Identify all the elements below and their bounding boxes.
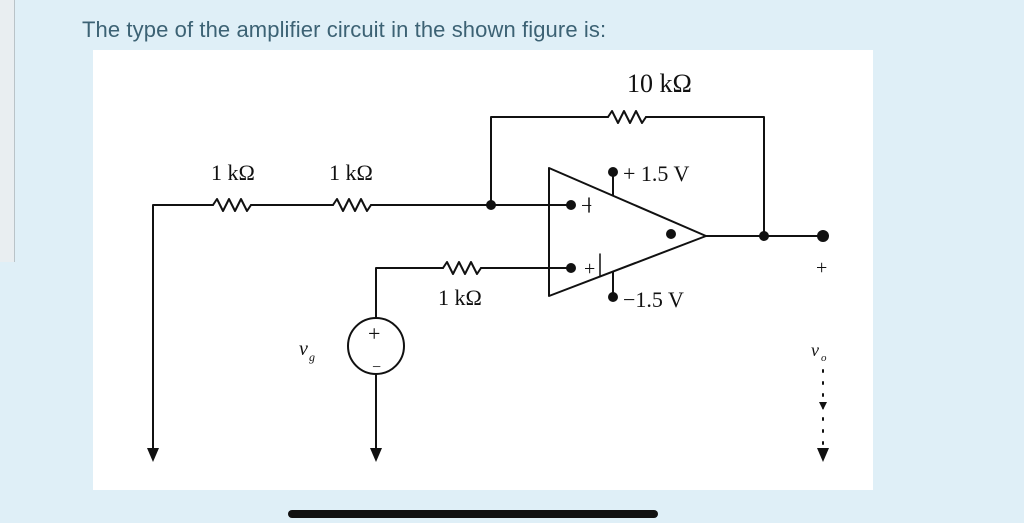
circuit-figure xyxy=(93,50,873,490)
resistor-1k-noninv xyxy=(443,262,481,274)
circuit-diagram xyxy=(93,50,873,490)
output-plus-sign: + xyxy=(816,257,828,279)
resistor-1k-mid xyxy=(333,199,371,211)
output-lead-arrow xyxy=(819,402,827,410)
junction-inverting-node xyxy=(486,200,496,210)
source-minus-sign: − xyxy=(372,359,382,376)
label-r-noninv: 1 kΩ xyxy=(438,285,482,310)
junction-opamp-output xyxy=(666,229,676,239)
label-output-sub: o xyxy=(821,352,827,364)
junction-noninv-input xyxy=(566,263,576,273)
label-output-name: v xyxy=(811,340,819,360)
opamp-minus-sign: − xyxy=(581,195,593,217)
label-supply-neg: −1.5 V xyxy=(623,287,684,312)
output-terminal-plus xyxy=(817,230,829,242)
output-ground-arrow xyxy=(817,448,829,462)
label-supply-pos: + 1.5 V xyxy=(623,161,690,186)
left-ground-wire xyxy=(153,205,213,454)
label-r-feedback: 10 kΩ xyxy=(627,69,692,98)
junction-supply-neg xyxy=(608,292,618,302)
label-r-input-2: 1 kΩ xyxy=(329,160,373,185)
source-plus-sign: + xyxy=(368,321,381,346)
opamp-triangle xyxy=(549,168,706,296)
junction-inverting-input xyxy=(566,200,576,210)
label-source-sub: g xyxy=(309,350,315,364)
resistor-10k-feedback xyxy=(608,111,646,123)
junction-feedback-output xyxy=(759,231,769,241)
opamp-plus-sign: + xyxy=(584,258,596,280)
source-ground-arrow xyxy=(370,448,382,462)
label-source-name: v xyxy=(299,338,308,360)
home-indicator-bar xyxy=(288,510,658,518)
left-ground-arrow xyxy=(147,448,159,462)
source-top-wire xyxy=(376,268,443,318)
resistor-1k-left xyxy=(213,199,251,211)
question-text: The type of the amplifier circuit in the shown figure is: xyxy=(82,17,607,42)
left-edge-panel xyxy=(0,0,15,262)
label-r-input-1: 1 kΩ xyxy=(211,160,255,185)
junction-supply-pos xyxy=(608,167,618,177)
